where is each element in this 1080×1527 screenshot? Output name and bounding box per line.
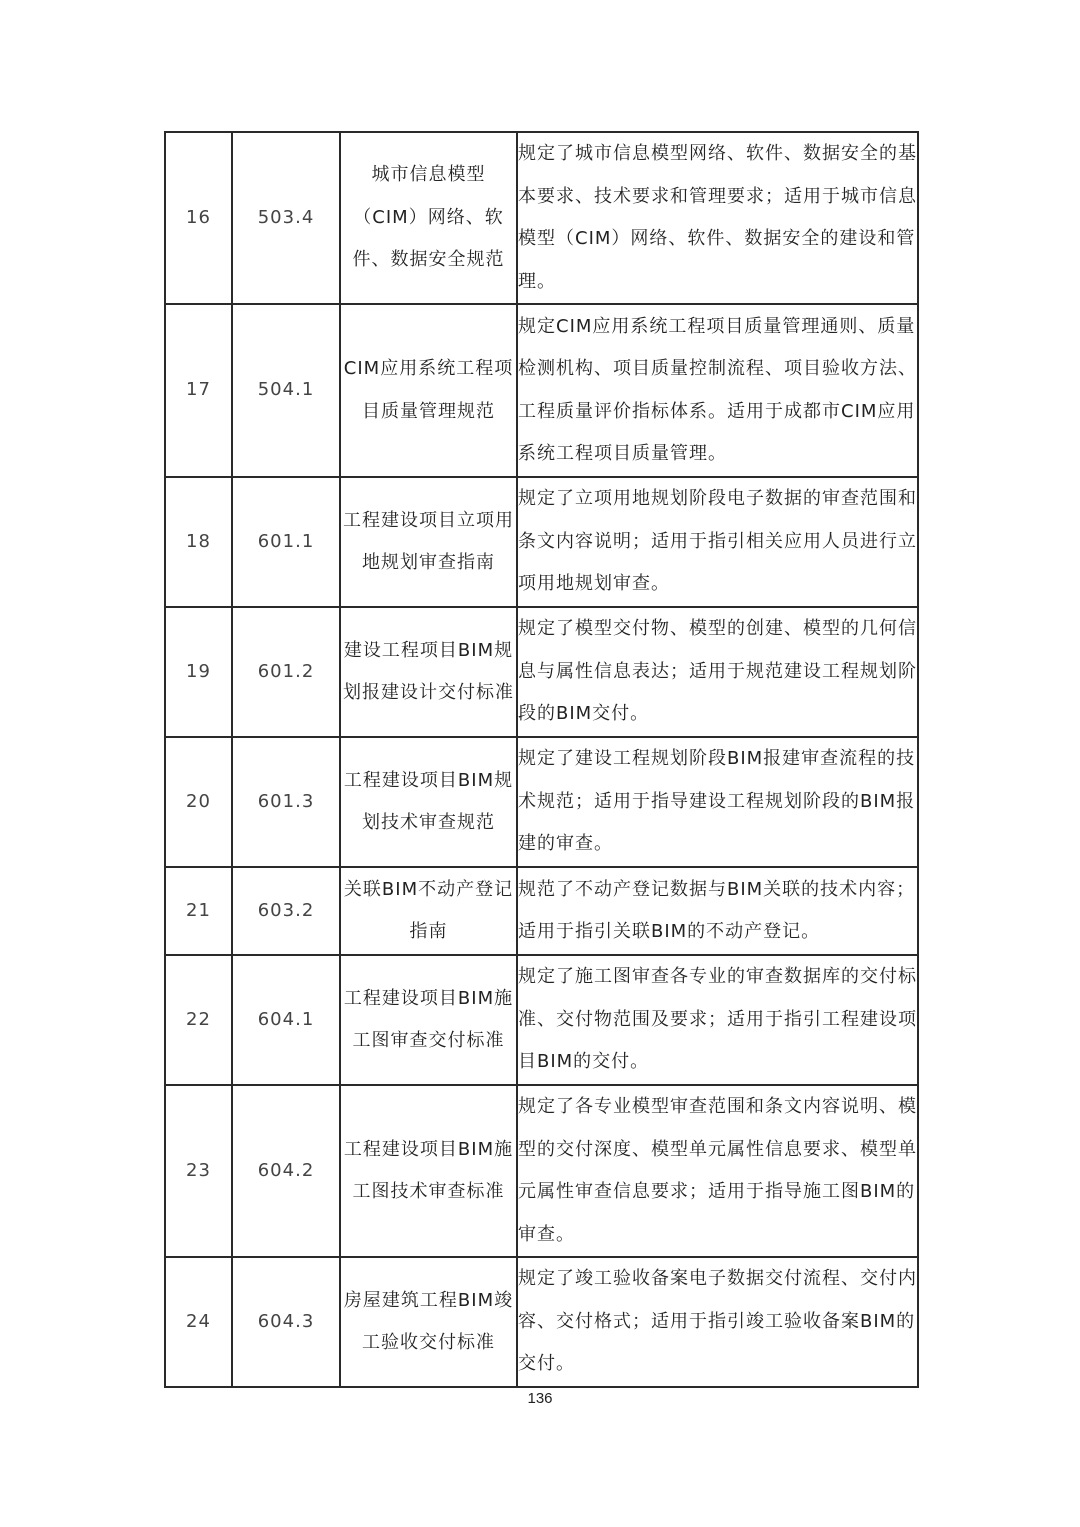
row-number: 23	[165, 1085, 232, 1257]
row-number: 18	[165, 477, 232, 607]
standard-code: 604.3	[232, 1257, 340, 1387]
row-number: 17	[165, 304, 232, 477]
standard-code: 601.2	[232, 607, 340, 737]
table-row	[165, 477, 918, 607]
standard-code: 504.1	[232, 304, 340, 477]
standard-description: 规范了不动产登记数据与BIM关联的技术内容；适用于指引关联BIM的不动产登记。	[517, 867, 918, 955]
standard-name: 城市信息模型（CIM）网络、软件、数据安全规范	[340, 132, 517, 304]
standard-code: 603.2	[232, 867, 340, 955]
standard-name: 工程建设项目BIM规划技术审查规范	[340, 737, 517, 867]
standard-description: 规定了立项用地规划阶段电子数据的审查范围和条文内容说明；适用于指引相关应用人员进行立项用地规划审查。	[517, 477, 918, 607]
table-row	[165, 1085, 918, 1257]
row-number: 22	[165, 955, 232, 1085]
standard-description: 规定了竣工验收备案电子数据交付流程、交付内容、交付格式；适用于指引竣工验收备案BIM的交付。	[517, 1257, 918, 1387]
standard-name: CIM应用系统工程项目质量管理规范	[340, 304, 517, 477]
table-row	[165, 304, 918, 477]
row-number: 19	[165, 607, 232, 737]
standard-name: 工程建设项目BIM施工图技术审查标准	[340, 1085, 517, 1257]
table-row	[165, 867, 918, 955]
table-row	[165, 132, 918, 304]
page-number: 136	[527, 1390, 553, 1407]
row-number: 16	[165, 132, 232, 304]
standard-description: 规定了城市信息模型网络、软件、数据安全的基本要求、技术要求和管理要求；适用于城市信息模型（CIM）网络、软件、数据安全的建设和管理。	[517, 132, 918, 304]
standard-name: 工程建设项目立项用地规划审查指南	[340, 477, 517, 607]
standard-code: 601.1	[232, 477, 340, 607]
table-row	[165, 1257, 918, 1387]
standard-name: 房屋建筑工程BIM竣工验收交付标准	[340, 1257, 517, 1387]
standard-description: 规定了建设工程规划阶段BIM报建审查流程的技术规范；适用于指导建设工程规划阶段的BIM报建的审查。	[517, 737, 918, 867]
table-row	[165, 607, 918, 737]
table-row	[165, 955, 918, 1085]
table-row	[165, 737, 918, 867]
standard-name: 工程建设项目BIM施工图审查交付标准	[340, 955, 517, 1085]
standard-code: 604.1	[232, 955, 340, 1085]
standard-description: 规定了模型交付物、模型的创建、模型的几何信息与属性信息表达；适用于规范建设工程规划阶段的BIM交付。	[517, 607, 918, 737]
row-number: 21	[165, 867, 232, 955]
standard-description: 规定CIM应用系统工程项目质量管理通则、质量检测机构、项目质量控制流程、项目验收方法、工程质量评价指标体系。适用于成都市CIM应用系统工程项目质量管理。	[517, 304, 918, 477]
standard-code: 604.2	[232, 1085, 340, 1257]
row-number: 20	[165, 737, 232, 867]
standard-name: 关联BIM不动产登记指南	[340, 867, 517, 955]
row-number: 24	[165, 1257, 232, 1387]
standard-code: 503.4	[232, 132, 340, 304]
standards-table	[164, 131, 919, 1388]
standard-description: 规定了施工图审查各专业的审查数据库的交付标准、交付物范围及要求；适用于指引工程建设项目BIM的交付。	[517, 955, 918, 1085]
standard-description: 规定了各专业模型审查范围和条文内容说明、模型的交付深度、模型单元属性信息要求、模型单元属性审查信息要求；适用于指导施工图BIM的审查。	[517, 1085, 918, 1257]
standard-code: 601.3	[232, 737, 340, 867]
standard-name: 建设工程项目BIM规划报建设计交付标准	[340, 607, 517, 737]
